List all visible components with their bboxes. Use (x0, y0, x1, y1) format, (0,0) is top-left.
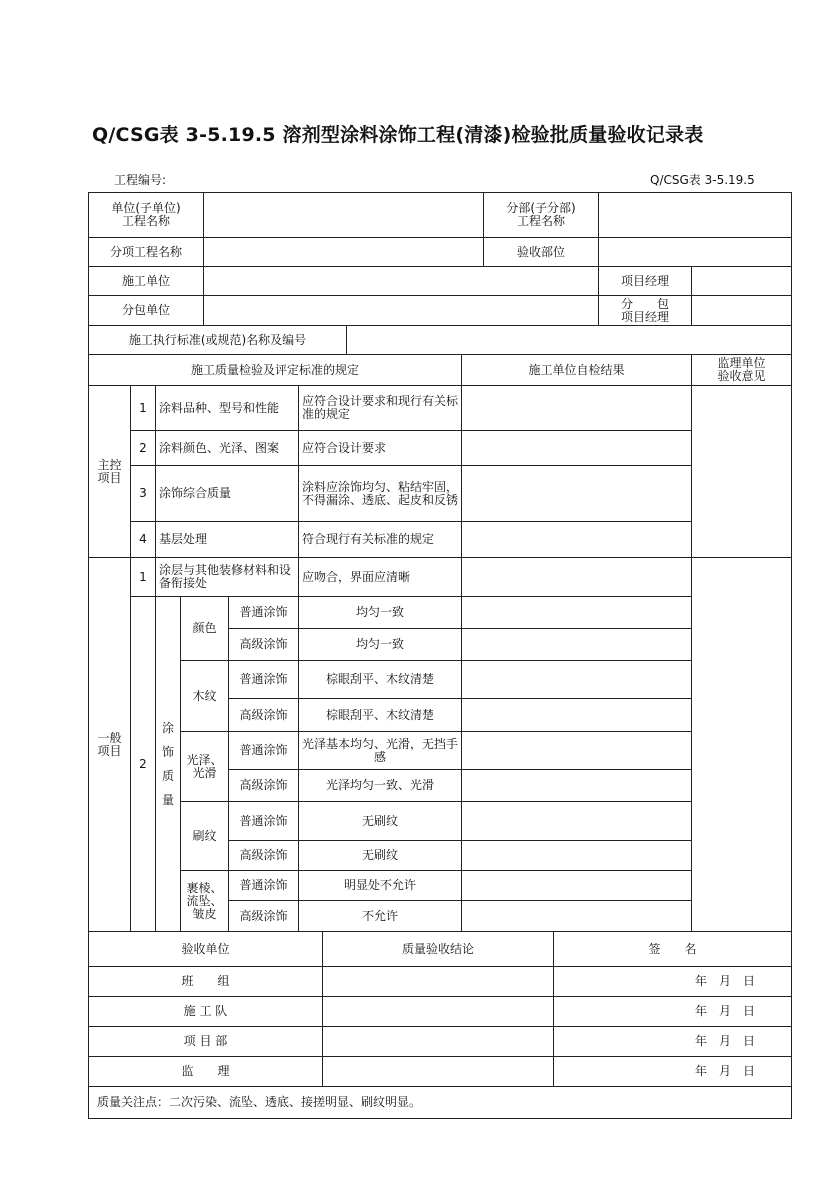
self-check-result-field[interactable] (461, 430, 692, 466)
acceptance-unit: 施 工 队 (88, 996, 323, 1027)
supervisor-opinion-field[interactable] (691, 557, 792, 932)
coating-level: 高级涂饰 (228, 900, 299, 932)
supervisor-opinion-field[interactable] (691, 385, 792, 558)
project-manager-label: 项目经理 (598, 266, 692, 296)
quality-focus-note: 质量关注点：二次污染、流坠、透底、接搓明显、刷纹明显。 (88, 1086, 792, 1119)
self-check-result-field[interactable] (461, 900, 692, 932)
self-check-result-field[interactable] (461, 840, 692, 871)
unit-name-label: 单位(子单位) 工程名称 (88, 192, 204, 238)
acceptance-conclusion-field[interactable] (322, 996, 554, 1027)
coating-level: 高级涂饰 (228, 698, 299, 732)
acceptance-unit: 项 目 部 (88, 1026, 323, 1057)
self-check-result-field[interactable] (461, 596, 692, 629)
spec-column-header: 施工质量检验及评定标准的规定 (88, 354, 462, 386)
standard-label: 施工执行标准(或规范)名称及编号 (88, 325, 347, 355)
coating-level: 高级涂饰 (228, 840, 299, 871)
self-check-result-field[interactable] (461, 731, 692, 770)
item-standard: 无刷纹 (298, 840, 462, 871)
sub-item-name-label: 分项工程名称 (88, 237, 204, 267)
item-name: 基层处理 (155, 521, 299, 558)
contractor-label: 施工单位 (88, 266, 204, 296)
subcontractor-field[interactable] (203, 295, 599, 326)
item-standard: 应吻合，界面应清晰 (298, 557, 462, 597)
self-check-result-field[interactable] (461, 769, 692, 802)
self-check-result-field[interactable] (461, 698, 692, 732)
item-standard: 涂料应涂饰均匀、粘结牢固，不得漏涂、透底、起皮和反锈 (298, 465, 462, 522)
item-standard: 应符合设计要求和现行有关标准的规定 (298, 385, 462, 431)
coating-level: 普通涂饰 (228, 801, 299, 841)
coating-level: 高级涂饰 (228, 628, 299, 661)
acceptance-unit: 班 组 (88, 966, 323, 997)
item-standard: 明显处不允许 (298, 870, 462, 901)
quality-group: 裹棱、 流坠、 皱皮 (180, 870, 229, 932)
item-standard: 光泽均匀一致、光滑 (298, 769, 462, 802)
form-title: Q/CSG表 3-5.19.5 溶剂型涂料涂饰工程(清漆)检验批质量验收记录表 (92, 124, 704, 146)
supervisor-column-header: 监理单位 验收意见 (691, 354, 792, 386)
item-number: 3 (130, 465, 156, 522)
acceptance-conclusion-field[interactable] (322, 966, 554, 997)
project-number-label: 工程编号: (114, 173, 167, 187)
item-name: 涂料品种、型号和性能 (155, 385, 299, 431)
standard-field[interactable] (346, 325, 792, 355)
self-check-result-field[interactable] (461, 660, 692, 699)
acceptance-unit: 监 理 (88, 1056, 323, 1087)
form-code: Q/CSG表 3-5.19.5 (650, 173, 755, 187)
unit-name-field[interactable] (203, 192, 484, 238)
project-manager-field[interactable] (691, 266, 792, 296)
sub-project-manager-field[interactable] (691, 295, 792, 326)
quality-group: 刷纹 (180, 801, 229, 871)
self-check-result-field[interactable] (461, 385, 692, 431)
acceptance-unit-header: 验收单位 (88, 931, 323, 967)
acceptance-conclusion-header: 质量验收结论 (322, 931, 554, 967)
sub-item-name-field[interactable] (203, 237, 484, 267)
item-standard: 应符合设计要求 (298, 430, 462, 466)
self-check-result-field[interactable] (461, 557, 692, 597)
coating-level: 高级涂饰 (228, 769, 299, 802)
signature-date-field[interactable]: 年 月 日 (553, 996, 792, 1027)
self-check-result-field[interactable] (461, 465, 692, 522)
item-number: 1 (130, 557, 156, 597)
signature-header: 签 名 (553, 931, 792, 967)
sub-project-manager-label: 分 包 项目经理 (598, 295, 692, 326)
item-number: 4 (130, 521, 156, 558)
general-items-label: 一般 项目 (88, 557, 131, 932)
acceptance-conclusion-field[interactable] (322, 1056, 554, 1087)
contractor-field[interactable] (203, 266, 599, 296)
division-name-label: 分部(子分部) 工程名称 (483, 192, 599, 238)
item-name: 涂饰综合质量 (155, 465, 299, 522)
main-control-label: 主控 项目 (88, 385, 131, 558)
coating-level: 普通涂饰 (228, 596, 299, 629)
self-check-result-field[interactable] (461, 628, 692, 661)
subcontractor-label: 分包单位 (88, 295, 204, 326)
item-number: 1 (130, 385, 156, 431)
quality-group: 光泽、 光滑 (180, 731, 229, 802)
item-number: 2 (130, 430, 156, 466)
item-number: 2 (130, 596, 156, 932)
quality-group: 颜色 (180, 596, 229, 661)
coating-level: 普通涂饰 (228, 660, 299, 699)
coating-level: 普通涂饰 (228, 731, 299, 770)
self-check-result-field[interactable] (461, 521, 692, 558)
item-standard: 无刷纹 (298, 801, 462, 841)
item-name: 涂料颜色、光泽、图案 (155, 430, 299, 466)
self-check-result-field[interactable] (461, 870, 692, 901)
self-check-result-field[interactable] (461, 801, 692, 841)
signature-date-field[interactable]: 年 月 日 (553, 1026, 792, 1057)
division-name-field[interactable] (598, 192, 792, 238)
quality-group: 木纹 (180, 660, 229, 732)
signature-date-field[interactable]: 年 月 日 (553, 1056, 792, 1087)
item-standard: 均匀一致 (298, 628, 462, 661)
item-standard: 棕眼刮平、木纹清楚 (298, 698, 462, 732)
item-standard: 符合现行有关标准的规定 (298, 521, 462, 558)
item-name: 涂层与其他装修材料和设备衔接处 (155, 557, 299, 597)
coating-quality-label: 涂 饰 质 量 (155, 596, 181, 932)
acceptance-conclusion-field[interactable] (322, 1026, 554, 1057)
signature-date-field[interactable]: 年 月 日 (553, 966, 792, 997)
item-standard: 棕眼刮平、木纹清楚 (298, 660, 462, 699)
item-standard: 均匀一致 (298, 596, 462, 629)
acceptance-part-label: 验收部位 (483, 237, 599, 267)
self-check-column-header: 施工单位自检结果 (461, 354, 692, 386)
coating-level: 普通涂饰 (228, 870, 299, 901)
item-standard: 不允许 (298, 900, 462, 932)
item-standard: 光泽基本均匀、光滑，无挡手感 (298, 731, 462, 770)
acceptance-part-field[interactable] (598, 237, 792, 267)
